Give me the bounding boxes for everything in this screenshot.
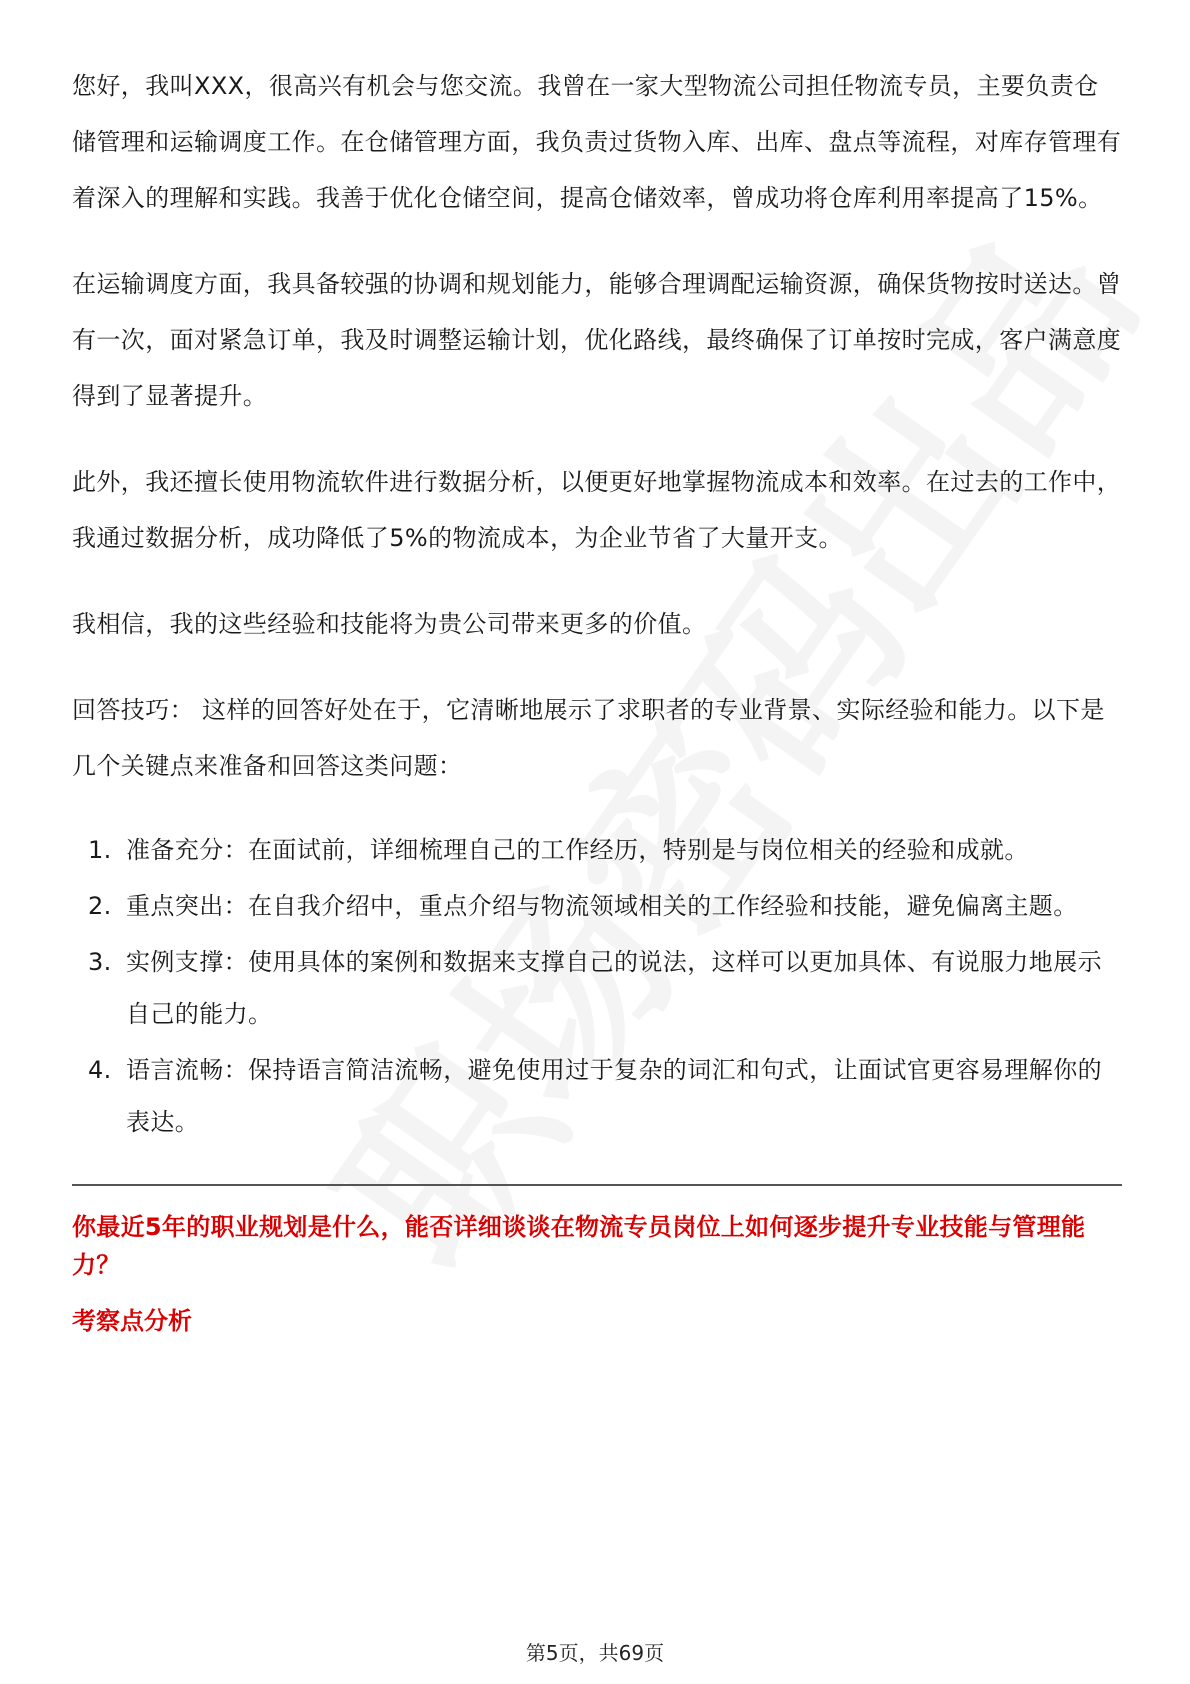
list-item <box>72 824 1122 876</box>
answer-paragraph-4: 我相信，我的这些经验和技能将为贵公司带来更多的价值。 <box>72 610 707 638</box>
answer-paragraph-1: 您好，我叫XXX，很高兴有机会与您交流。我曾在一家大型物流公司担任物流专员，主要负责仓储管理和运输调度工作。在仓储管理方面，我负责过货物入库、出库、盘点等流程，对库存管理有着深入的理解和实践。我善于优化仓储空间，提高仓储效率，曾成功将仓库利用率提高了15%。 <box>72 72 1122 212</box>
list-item <box>72 936 1122 1040</box>
interview-question: 你最近5年的职业规划是什么，能否详细谈谈在物流专员岗位上如何逐步提升专业技能与管理能力？ <box>72 1213 1086 1279</box>
section-divider <box>72 1184 1122 1186</box>
analysis-subheading: 考察点分析 <box>72 1307 192 1335</box>
answer-paragraph-3: 此外，我还擅长使用物流软件进行数据分析，以便更好地掌握物流成本和效率。在过去的工作中，我通过数据分析，成功降低了5%的物流成本，为企业节省了大量开支。 <box>72 468 1122 552</box>
list-item-text: 实例支撑：使用具体的案例和数据来支撑自己的说法，这样可以更加具体、有说服力地展示自己的能力。 <box>126 948 1102 1028</box>
answer-tips-intro: 回答技巧： 这样的回答好处在于，它清晰地展示了求职者的专业背景、实际经验和能力。以下是几个关键点来准备和回答这类问题： <box>72 696 1105 780</box>
list-item-number: 3. <box>88 948 112 976</box>
list-item-text: 语言流畅：保持语言简洁流畅，避免使用过于复杂的词汇和句式，让面试官更容易理解你的表达。 <box>126 1056 1102 1136</box>
page-content <box>72 58 1122 1340</box>
tips-list <box>72 824 1122 1148</box>
list-item-number: 1. <box>88 836 112 864</box>
list-item <box>72 880 1122 932</box>
list-item-number: 4. <box>88 1056 112 1084</box>
list-item-text: 重点突出：在自我介绍中，重点介绍与物流领域相关的工作经验和技能，避免偏离主题。 <box>126 892 1078 920</box>
answer-paragraph-2: 在运输调度方面，我具备较强的协调和规划能力，能够合理调配运输资源，确保货物按时送达。曾有一次，面对紧急订单，我及时调整运输计划，优化路线，最终确保了订单按时完成，客户满意度得到了显著提升。 <box>72 270 1122 410</box>
list-item-number: 2. <box>88 892 112 920</box>
list-item <box>72 1044 1122 1148</box>
page-number-footer: 第5页，共69页 <box>525 1641 665 1665</box>
list-item-text: 准备充分：在面试前，详细梳理自己的工作经历，特别是与岗位相关的经验和成就。 <box>126 836 1029 864</box>
